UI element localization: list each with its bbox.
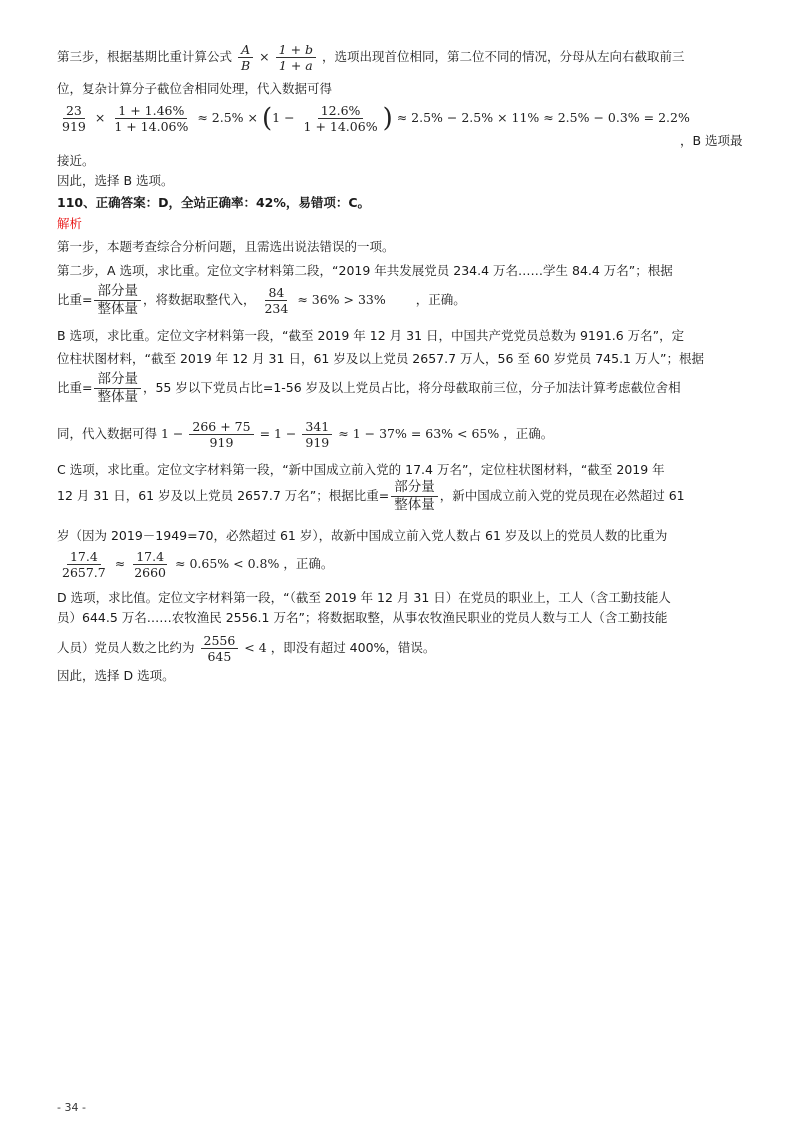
q110-title: 110、正确答案：D，全站正确率：42%，易错项：C。 <box>57 195 371 210</box>
option-d-line1: D 选项，求比值。定位文字材料第一段，“（截至 2019 年 12 月 31 日）在党员的职业上，工人（含工勤技能人 <box>57 590 671 605</box>
ratio-prefix: 比重= <box>57 292 93 307</box>
q110-step2: 第二步，A 选项，求比重。定位文字材料第二段，“2019 年共发展党员 234.4 万名……学生 84.4 万名”；根据 <box>57 263 673 278</box>
option-b-line1: B 选项，求比重。定位文字材料第一段，“截至 2019 年 12 月 31 日，中国共产党党员总数为 9191.6 万名”，定 <box>57 328 685 343</box>
option-a-calc-line: 比重= $\frac{\text{部分量}}{\text{整体量}}$ ，将数据取整代入， $\frac{84}{234}$ ≈ 36% > 33% ，正确。 <box>57 283 466 317</box>
step3-intro: 第三步，根据基期比重计算公式 <box>57 49 233 64</box>
option-d-line2: 员）644.5 万名……农牧渔民 2556.1 万名”；将数据取整，从事农牧渔民职业的党员人数与工人（含工勤技能 <box>57 610 668 625</box>
step3-tail-suffix: ，B 选项最 <box>680 133 743 148</box>
part-over-whole-fraction: $\frac{\text{部分量}}{\text{整体量}}$ <box>391 479 438 514</box>
option-a-equation: $\frac{84}{234}$ ≈ 36% > 33% <box>264 285 386 316</box>
step3-line2: 位，复杂计算分子截位舍相同处理，代入数据可得 <box>57 81 333 96</box>
q110-step1: 第一步，本题考查综合分析问题，且需选出说法错误的一项。 <box>57 239 395 254</box>
step3-intro-tail: ，选项出现首位相同，第二位不同的情况，分母从左向右截取前三 <box>322 49 685 64</box>
step3-conclusion: 因此，选择 B 选项。 <box>57 173 174 188</box>
option-c-line1: C 选项，求比重。定位文字材料第一段，“新中国成立前入党的 17.4 万名”，定位柱状图材料，“截至 2019 年 <box>57 462 665 477</box>
step3-equation: $\frac{23}{919}$ × $\frac{1 + 1.46\%}{1 + 14.06\%}$ ≈ 2.5% × (1 − $\frac{12.6\%}{1 + 14.06\%}$ ) ≈ 2.5% − 2.5% × 11% ≈ 2.5% − 0.3% = 2.2% <box>62 103 690 134</box>
option-c-line2: 12 月 31 日，61 岁及以上党员 2657.7 万名”；根据比重= $\frac{\text{部分量}}{\text{整体量}}$ ，新中国成立前入党的党员现在必然超过 61 <box>57 479 685 513</box>
step3-calculation <box>57 103 690 134</box>
option-b-calc-line: 比重= $\frac{\text{部分量}}{\text{整体量}}$ ，55 岁以下党员占比=1-56 岁及以上党员占比，将分母截取前三位，分子加法计算考虑截位舍相 <box>57 371 681 405</box>
option-c-equation-line: $\frac{17.4}{2657.7}$ ≈ $\frac{17.4}{2660}$ ≈ 0.65% < 0.8% ，正确。 <box>57 549 333 580</box>
step3-formula-line <box>57 42 685 73</box>
part-over-whole-fraction: $\frac{\text{部分量}}{\text{整体量}}$ <box>94 283 141 318</box>
step3-line4: 接近。 <box>57 153 95 168</box>
option-b-equation-line: 同，代入数据可得 1 − $\frac{266 + 75}{919}$ = 1 − $\frac{341}{919}$ ≈ 1 − 37% = 63% < 65% ，正确。 <box>57 419 554 450</box>
q110-conclusion: 因此，选择 D 选项。 <box>57 668 175 683</box>
part-over-whole-fraction: $\frac{\text{部分量}}{\text{整体量}}$ <box>94 371 141 406</box>
option-d-equation: $\frac{2556}{645}$ < 4 <box>199 640 271 655</box>
option-c-equation: $\frac{17.4}{2657.7}$ ≈ $\frac{17.4}{2660}$ ≈ 0.65% < 0.8% <box>62 549 280 580</box>
option-b-equation: 1 − $\frac{266 + 75}{919}$ = 1 − $\frac{341}{919}$ ≈ 1 − 37% = 63% < 65% <box>161 419 500 450</box>
option-d-calc-line: 人员）党员人数之比约为 $\frac{2556}{645}$ < 4 ，即没有超过 400%，错误。 <box>57 633 436 664</box>
analysis-label: 解析 <box>57 216 83 231</box>
option-b-line2: 位柱状图材料，“截至 2019 年 12 月 31 日，61 岁及以上党员 2657.7 万人，56 至 60 岁党员 745.1 万人”；根据 <box>57 351 704 366</box>
base-ratio-formula: $\frac{A}{B}$ × $\frac{1 + b}{1 + a}$ <box>236 49 322 64</box>
page-number: - 34 - <box>57 1101 86 1114</box>
option-c-line3: 岁（因为 2019－1949=70，必然超过 61 岁），故新中国成立前入党人数占 61 岁及以上的党员人数的比重为 <box>57 528 668 543</box>
